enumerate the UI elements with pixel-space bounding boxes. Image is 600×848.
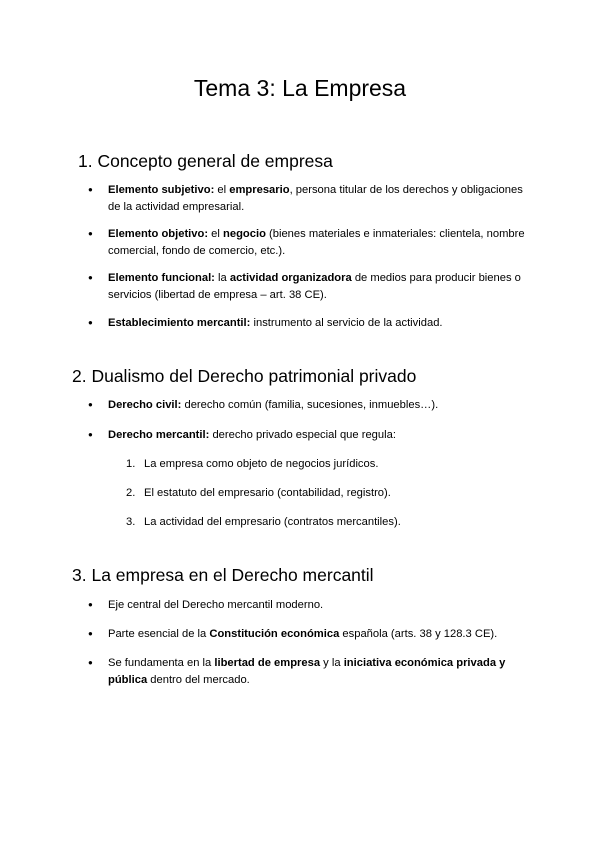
list-item: ● Establecimiento mercantil: instrumento al servicio de la actividad. xyxy=(108,315,528,332)
numbered-item: 3. La actividad del empresario (contratos mercantiles). xyxy=(126,516,401,528)
list-item: ● Parte esencial de la Constitución económica española (arts. 38 y 128.3 CE). xyxy=(108,626,528,643)
list-item: ● Se fundamenta en la libertad de empresa y la iniciativa económica privada y pública dentro del mercado. xyxy=(108,655,528,688)
page-title: Tema 3: La Empresa xyxy=(193,75,407,101)
section-3-heading: 3. La empresa en el Derecho mercantil xyxy=(72,565,374,585)
list-item: ● Derecho civil: derecho común (familia, sucesiones, inmuebles…). xyxy=(108,397,528,414)
list-item: ● Eje central del Derecho mercantil moderno. xyxy=(108,597,528,614)
list-item: ● Elemento objetivo: el negocio (bienes materiales e inmateriales: clientela, nombre comercial, fondo de comercio, etc.). xyxy=(108,226,528,259)
list-item: ● Derecho mercantil: derecho privado especial que regula: xyxy=(108,427,528,444)
section-2-heading: 2. Dualismo del Derecho patrimonial privado xyxy=(72,366,417,386)
list-item: ● Elemento funcional: la actividad organizadora de medios para producir bienes o servicios (libertad de empresa – art. 38 CE). xyxy=(108,270,528,303)
numbered-item: 1. La empresa como objeto de negocios jurídicos. xyxy=(126,458,379,470)
list-item: ● Elemento subjetivo: el empresario, persona titular de los derechos y obligaciones de la actividad empresarial. xyxy=(108,182,528,215)
numbered-item: 2. El estatuto del empresario (contabilidad, registro). xyxy=(126,487,391,499)
section-1-heading: 1. Concepto general de empresa xyxy=(78,151,333,171)
